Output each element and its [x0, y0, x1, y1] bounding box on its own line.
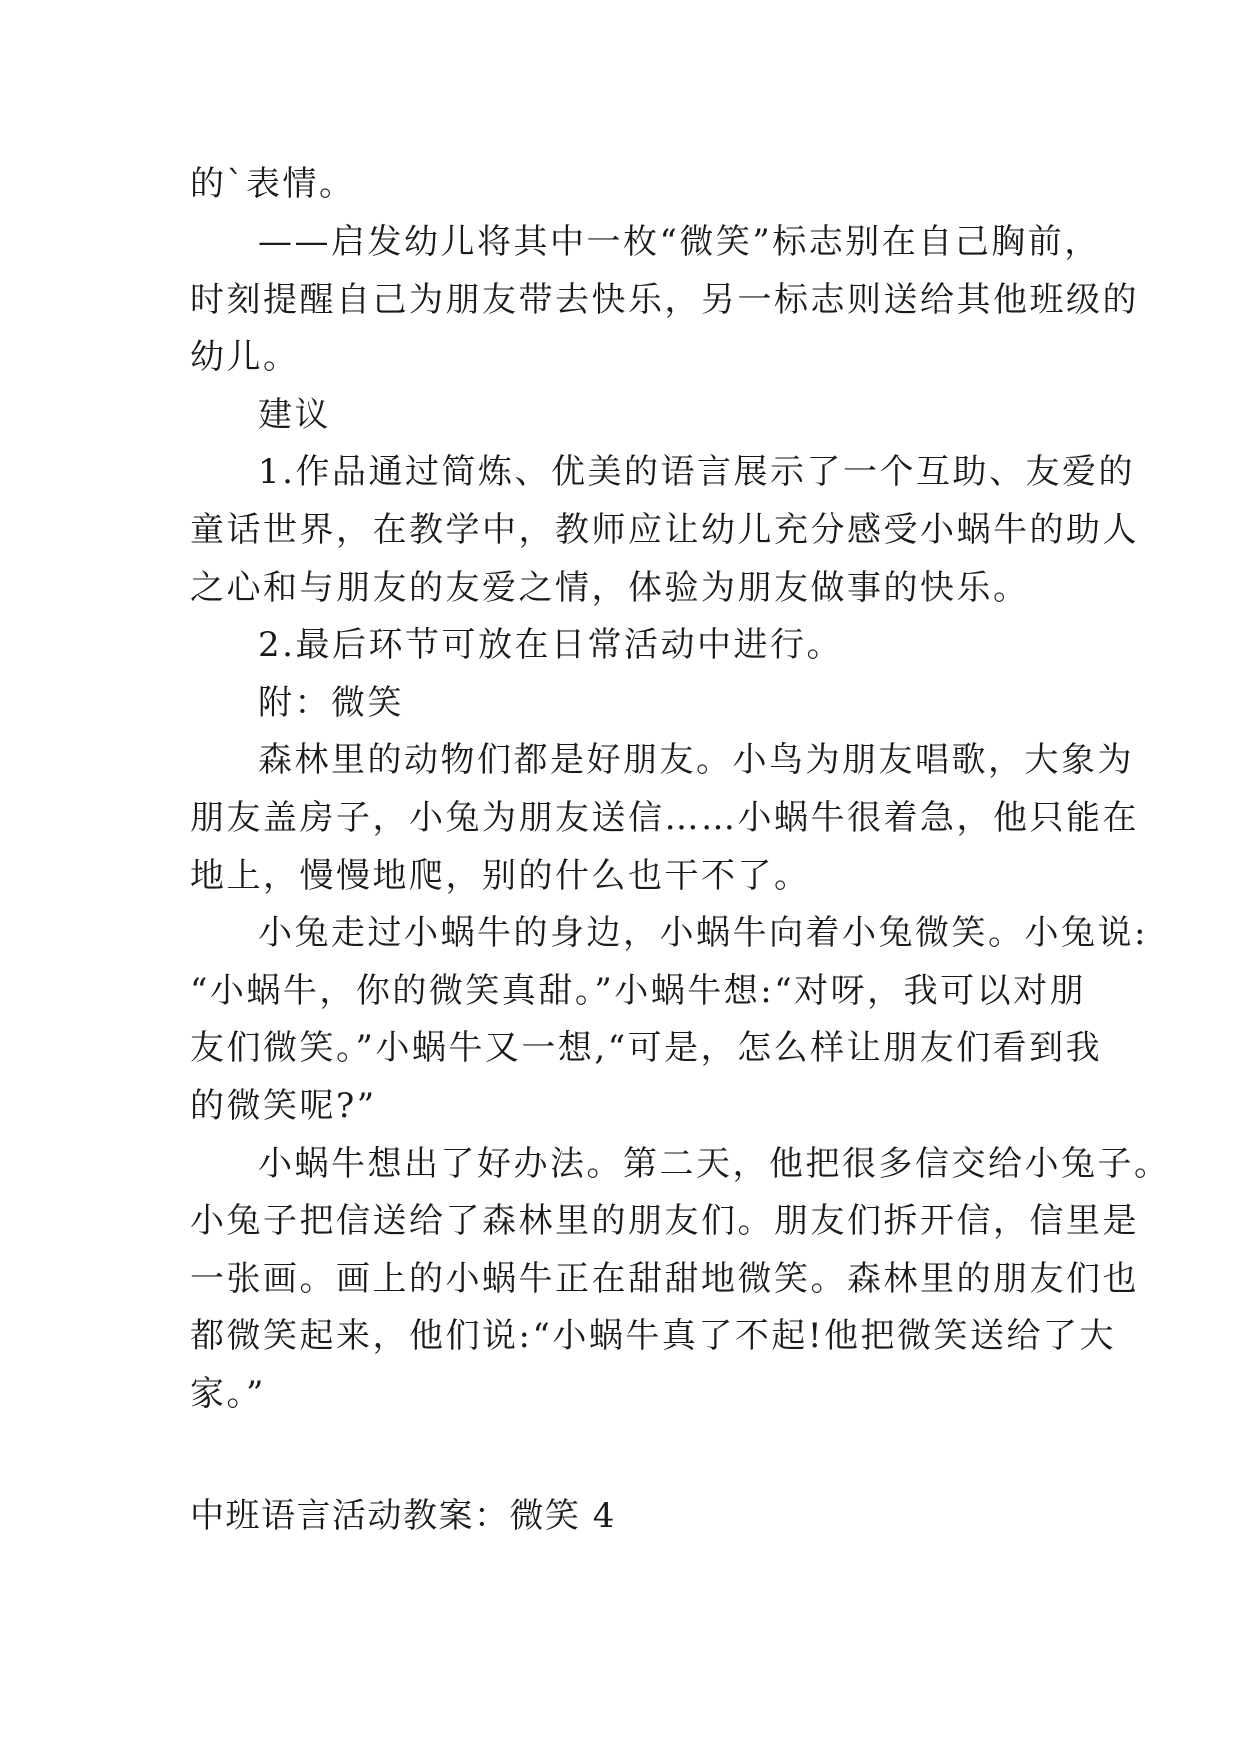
subheading: 建议 — [258, 395, 331, 435]
text-line: 幼儿。 — [190, 337, 300, 377]
text-line: 2.最后环节可放在日常活动中进行。 — [258, 625, 843, 665]
section-heading: 中班语言活动教案：微笑 4 — [190, 1496, 616, 1536]
text-line: 一张画。画上的小蜗牛正在甜甜地微笑。森林里的朋友们也 — [190, 1259, 1139, 1299]
text-line: 时刻提醒自己为朋友带去快乐，另一标志则送给其他班级的 — [190, 280, 1139, 320]
text-line: 童话世界，在教学中，教师应让幼儿充分感受小蜗牛的助人 — [190, 510, 1139, 550]
text-line: 小兔子把信送给了森林里的朋友们。朋友们拆开信，信里是 — [190, 1201, 1139, 1241]
text-line: 森林里的动物们都是好朋友。小鸟为朋友唱歌，大象为 — [258, 740, 1134, 780]
text-line: 的微笑呢?” — [190, 1086, 377, 1126]
text-line: 小兔走过小蜗牛的身边，小蜗牛向着小兔微笑。小兔说: — [258, 913, 1148, 953]
text-line: 小蜗牛想出了好办法。第二天，他把很多信交给小兔子。 — [258, 1144, 1171, 1184]
text-line: 家。” — [190, 1374, 266, 1414]
text-line: ——启发幼儿将其中一枚“微笑”标志别在自己胸前， — [258, 222, 1101, 262]
text-line: 地上，慢慢地爬，别的什么也干不了。 — [190, 856, 811, 896]
text-line: 之心和与朋友的友爱之情，体验为朋友做事的快乐。 — [190, 568, 1030, 608]
text-line: 朋友盖房子，小兔为朋友送信……小蜗牛很着急，他只能在 — [190, 798, 1139, 838]
text-line: 的`表情。 — [190, 164, 356, 204]
subheading: 附：微笑 — [258, 683, 404, 723]
text-line: “小蜗牛，你的微笑真甜。”小蜗牛想:“对呀，我可以对朋 — [190, 971, 1087, 1011]
text-line: 都微笑起来，他们说:“小蜗牛真了不起!他把微笑送给了大 — [190, 1316, 1116, 1356]
text-line: 1.作品通过简炼、优美的语言展示了一个互助、友爱的 — [258, 452, 1135, 492]
text-line: 友们微笑。”小蜗牛又一想,“可是，怎么样让朋友们看到我 — [190, 1028, 1103, 1068]
